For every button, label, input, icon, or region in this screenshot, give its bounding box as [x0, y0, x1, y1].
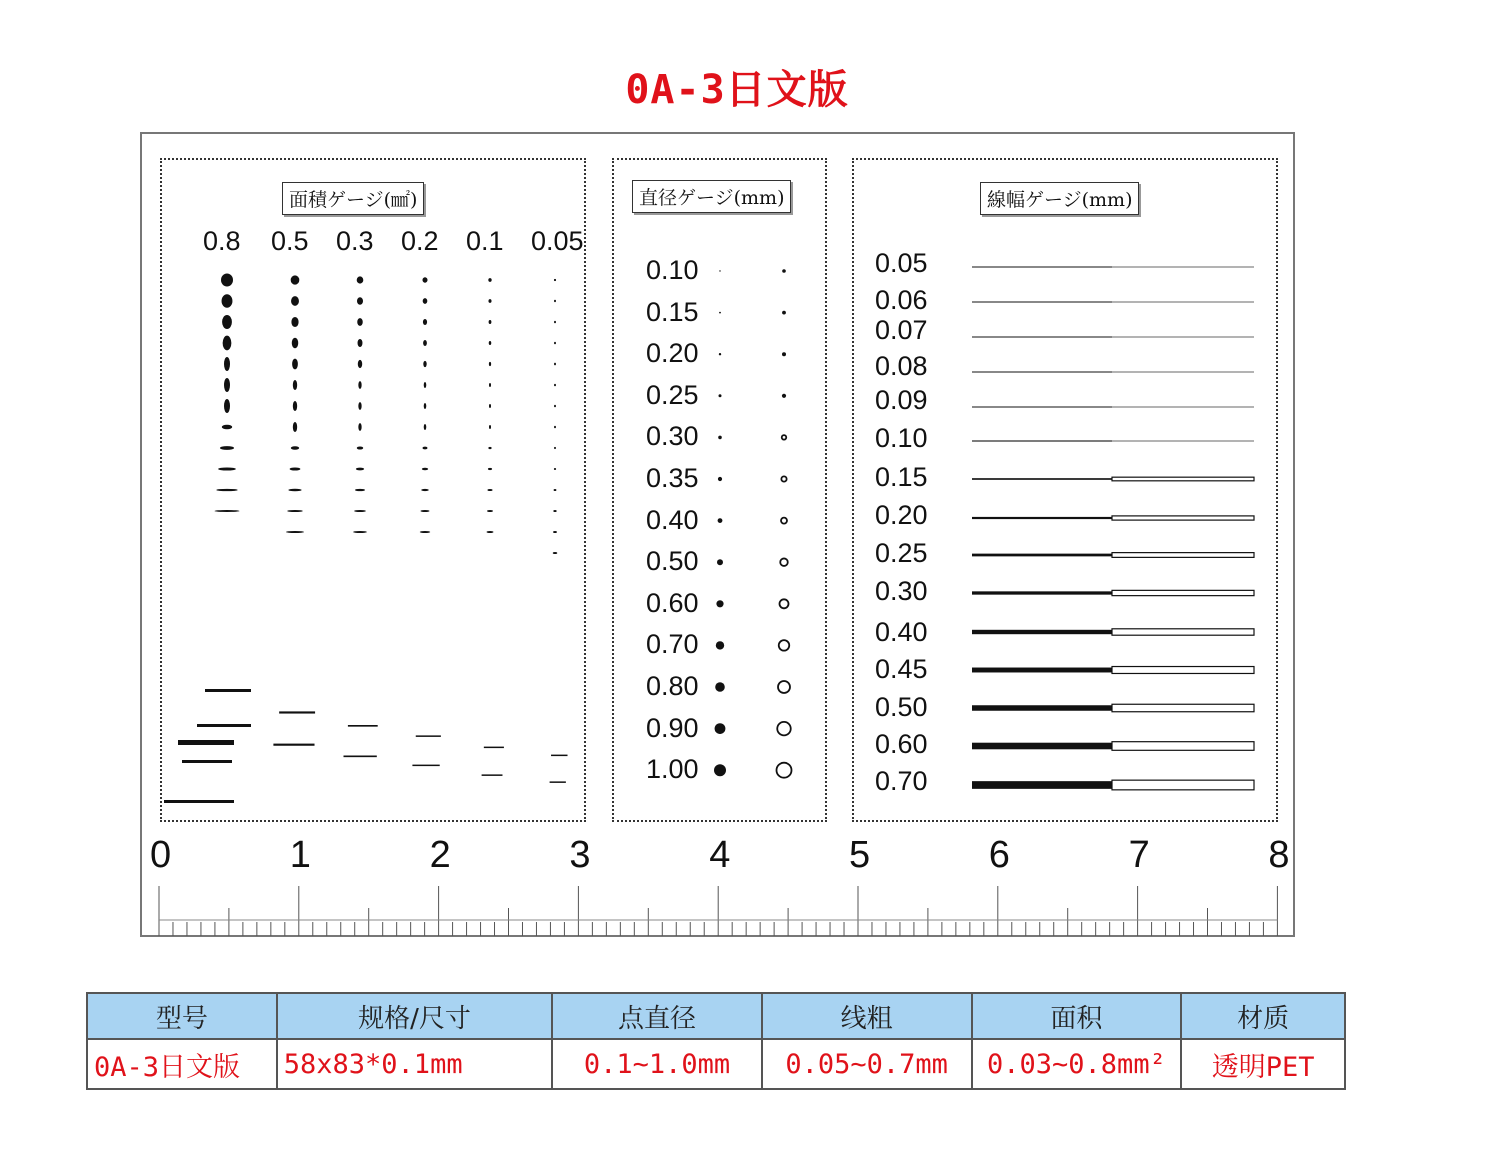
area-dot [553, 510, 556, 512]
line-outline [1112, 704, 1254, 712]
spec-header: 线粗 [762, 993, 972, 1039]
area-dot [222, 294, 233, 308]
diameter-filled-dot [715, 723, 726, 734]
line-width-label: 0.20 [875, 500, 928, 530]
spec-header: 点直径 [552, 993, 762, 1039]
line-solid [972, 372, 1112, 373]
diameter-outline-dot [781, 518, 787, 524]
page-title: 0A-3日文版 [625, 67, 849, 113]
diameter-outline-dot [780, 558, 788, 566]
diameter-row-label: 0.20 [646, 338, 699, 369]
line-width-label: 0.05 [875, 248, 928, 278]
diameter-filled-dot [719, 353, 721, 355]
area-dot [293, 422, 297, 432]
area-dot [554, 321, 556, 324]
spec-header: 材质 [1181, 993, 1345, 1039]
area-dot [290, 467, 301, 470]
line-width-label: 0.15 [875, 462, 928, 492]
area-dot [553, 552, 558, 554]
ruler-number: 3 [569, 834, 591, 876]
area-dot [420, 510, 429, 512]
area-bar [484, 747, 504, 749]
line-outline [1112, 477, 1254, 481]
area-dot [358, 360, 362, 368]
area-dot [489, 383, 491, 387]
area-dot [554, 447, 556, 449]
area-dot [357, 318, 363, 326]
spec-value-row [87, 1039, 1345, 1089]
line-solid [972, 668, 1112, 673]
line-width-label: 0.30 [875, 576, 928, 606]
area-dot [223, 336, 232, 351]
diameter-row-label: 0.70 [646, 629, 699, 660]
area-dot [358, 339, 363, 347]
area-bar [348, 725, 378, 727]
area-dot [292, 338, 298, 348]
line-width-label: 0.07 [875, 315, 928, 345]
diameter-row-label: 0.35 [646, 463, 699, 493]
area-dot [423, 319, 427, 325]
line-width-label: 0.10 [875, 423, 928, 453]
area-dot [222, 425, 232, 430]
diameter-row-label: 0.80 [646, 671, 699, 701]
area-dot [286, 531, 304, 533]
spec-cell: 58x83*0.1mm [277, 1039, 552, 1089]
area-dot [489, 404, 491, 408]
line-outline [1112, 406, 1254, 408]
area-dot [488, 468, 492, 470]
line-solid [972, 743, 1112, 750]
area-dot [487, 489, 492, 491]
ruler-number: 6 [988, 834, 1010, 876]
area-dot [423, 340, 427, 346]
spec-cell: 透明PET [1181, 1039, 1345, 1089]
diameter-filled-dot [719, 270, 720, 271]
area-dot [554, 300, 556, 302]
area-dot [356, 468, 364, 471]
diameter-filled-dot [718, 436, 722, 440]
diameter-gauge-title: 直径ゲージ(mm) [632, 180, 791, 213]
area-dot [291, 275, 300, 284]
area-bar [550, 781, 566, 783]
diameter-row-label: 0.60 [646, 587, 699, 618]
diameter-outline-dot [780, 599, 789, 608]
diameter-filled-dot [718, 518, 723, 523]
area-dot [554, 426, 556, 429]
line-width-label: 0.60 [875, 729, 928, 759]
area-column-label: 0.5 [271, 226, 309, 256]
area-bar [416, 735, 441, 737]
area-dot [488, 447, 491, 449]
area-dot [218, 467, 236, 470]
ruler-number: 1 [289, 834, 311, 876]
spec-cell: 0A-3日文版 [87, 1039, 277, 1089]
ruler-number: 4 [709, 834, 731, 876]
area-dot [554, 363, 556, 366]
area-dot [423, 298, 428, 304]
line-solid [972, 337, 1112, 338]
area-dot [291, 317, 298, 327]
line-solid [972, 302, 1112, 303]
area-dot [424, 403, 427, 409]
ruler-number: 7 [1128, 834, 1150, 876]
line-solid [972, 781, 1112, 789]
area-column-label: 0.1 [466, 226, 504, 256]
area-dot [224, 378, 230, 392]
area-dot [293, 401, 297, 411]
area-dot [554, 489, 557, 491]
area-bar [279, 711, 315, 713]
line-width-label: 0.40 [875, 617, 928, 647]
diameter-filled-dot [714, 764, 726, 776]
spec-header: 规格/尺寸 [277, 993, 552, 1039]
area-dot [357, 297, 363, 304]
spec-header: 型号 [87, 993, 277, 1039]
area-column-label: 0.8 [203, 226, 241, 256]
area-dot [554, 342, 556, 345]
spec-cell: 0.05~0.7mm [762, 1039, 972, 1089]
diameter-filled-dot [716, 600, 723, 607]
area-bar [205, 689, 251, 692]
area-dot [487, 531, 494, 533]
diameter-row-label: 0.10 [646, 255, 699, 285]
diameter-outline-dot [782, 311, 786, 315]
line-width-label: 0.70 [875, 766, 928, 796]
diameter-filled-dot [716, 641, 724, 649]
area-dot [358, 423, 361, 431]
diameter-row-label: 0.15 [646, 296, 699, 327]
diameter-row-label: 0.50 [646, 546, 699, 577]
line-outline [1112, 742, 1254, 751]
spec-cell: 0.03~0.8mm² [972, 1039, 1182, 1089]
area-dot [357, 276, 364, 283]
area-dot [293, 380, 297, 390]
spec-table [86, 992, 1346, 1090]
area-dot [220, 446, 234, 450]
diameter-outline-dot [778, 681, 790, 693]
line-outline [1112, 266, 1254, 268]
area-bar [551, 755, 567, 757]
diameter-row-label: 0.90 [646, 712, 699, 743]
line-solid [972, 591, 1112, 594]
diameter-row-label: 0.40 [646, 504, 699, 535]
area-dot [423, 361, 426, 367]
area-column-label: 0.2 [401, 226, 439, 256]
area-bar [412, 765, 439, 767]
area-dot [291, 296, 299, 306]
diameter-outline-dot [782, 394, 786, 398]
line-outline [1112, 553, 1254, 558]
diameter-outline-dot [779, 640, 790, 651]
area-dot [353, 531, 367, 533]
line-outline [1112, 301, 1254, 303]
line-outline [1112, 336, 1254, 338]
area-dot [554, 279, 556, 281]
line-solid [972, 554, 1112, 557]
diameter-filled-dot [715, 682, 725, 692]
gauge-graphics [142, 134, 1293, 935]
line-outline [1112, 629, 1254, 635]
area-dot [355, 489, 365, 491]
area-dot [292, 359, 298, 370]
line-solid [972, 440, 1112, 441]
area-dot [489, 341, 492, 345]
area-dot [423, 447, 428, 450]
diameter-row-label: 0.25 [646, 379, 699, 410]
area-dot [288, 489, 301, 492]
area-bar [182, 760, 232, 763]
line-width-label: 0.25 [875, 538, 928, 568]
area-dot [358, 381, 361, 389]
area-bar [164, 800, 234, 803]
gauge-card [140, 132, 1295, 937]
area-dot [216, 489, 237, 491]
diameter-filled-dot [719, 312, 721, 314]
area-bar [273, 744, 314, 746]
line-outline [1112, 371, 1254, 373]
line-width-gauge-title: 線幅ゲージ(mm) [980, 182, 1139, 215]
area-dot [287, 510, 303, 512]
diameter-outline-dot [777, 722, 791, 736]
area-dot [424, 382, 427, 388]
area-dot [553, 531, 557, 533]
ruler-number: 8 [1268, 834, 1290, 876]
area-dot [357, 446, 363, 449]
area-dot [488, 278, 491, 282]
spec-header: 面积 [972, 993, 1182, 1039]
area-dot [424, 424, 427, 430]
line-outline [1112, 440, 1254, 442]
area-dot [222, 315, 232, 329]
area-dot [224, 357, 230, 371]
area-dot [421, 489, 429, 491]
spec-cell: 0.1~1.0mm [552, 1039, 762, 1089]
ruler-number: 2 [429, 834, 451, 876]
ruler-number: 0 [150, 834, 172, 876]
diameter-row-label: 1.00 [646, 754, 699, 785]
line-solid [972, 478, 1112, 480]
area-dot [420, 531, 431, 533]
area-dot [354, 510, 366, 512]
area-dot [554, 405, 556, 408]
area-dot [554, 384, 556, 387]
area-bar [482, 774, 503, 776]
area-dot [358, 402, 361, 410]
area-column-label: 0.3 [336, 226, 374, 256]
area-dot [422, 468, 428, 470]
area-bar [178, 740, 234, 745]
area-dot [221, 274, 233, 287]
line-solid [972, 407, 1112, 408]
area-dot [291, 446, 299, 450]
line-width-label: 0.08 [875, 351, 928, 381]
line-width-label: 0.06 [875, 285, 928, 315]
area-dot [489, 320, 492, 324]
area-dot [489, 362, 491, 366]
line-width-label: 0.45 [875, 654, 928, 684]
area-dot [554, 468, 556, 470]
diameter-outline-dot [782, 352, 786, 356]
area-dot [422, 277, 427, 282]
area-dot [215, 510, 240, 512]
diameter-outline-dot [781, 476, 786, 481]
area-dot [487, 510, 493, 512]
line-solid [972, 267, 1112, 268]
area-dot [224, 399, 230, 413]
area-dot [489, 425, 491, 429]
diameter-outline-dot [777, 763, 792, 778]
diameter-filled-dot [717, 559, 723, 565]
line-width-label: 0.50 [875, 692, 928, 722]
line-outline [1112, 780, 1254, 790]
area-gauge-title: 面積ゲージ(㎟) [282, 182, 424, 215]
diameter-outline-dot [782, 435, 787, 440]
area-dot [488, 299, 491, 303]
area-bar [197, 724, 251, 727]
spec-header-row [87, 993, 1345, 1039]
diameter-filled-dot [718, 477, 722, 481]
line-width-label: 0.09 [875, 385, 928, 415]
line-solid [972, 630, 1112, 634]
area-bar [344, 756, 377, 758]
line-solid [972, 705, 1112, 711]
diameter-filled-dot [719, 394, 722, 397]
ruler-number: 5 [849, 834, 871, 876]
diameter-outline-dot [782, 269, 786, 273]
line-outline [1112, 516, 1254, 520]
area-column-label: 0.05 [531, 226, 584, 256]
diameter-row-label: 0.30 [646, 421, 699, 452]
line-outline [1112, 667, 1254, 674]
line-solid [972, 517, 1112, 519]
line-outline [1112, 590, 1254, 595]
